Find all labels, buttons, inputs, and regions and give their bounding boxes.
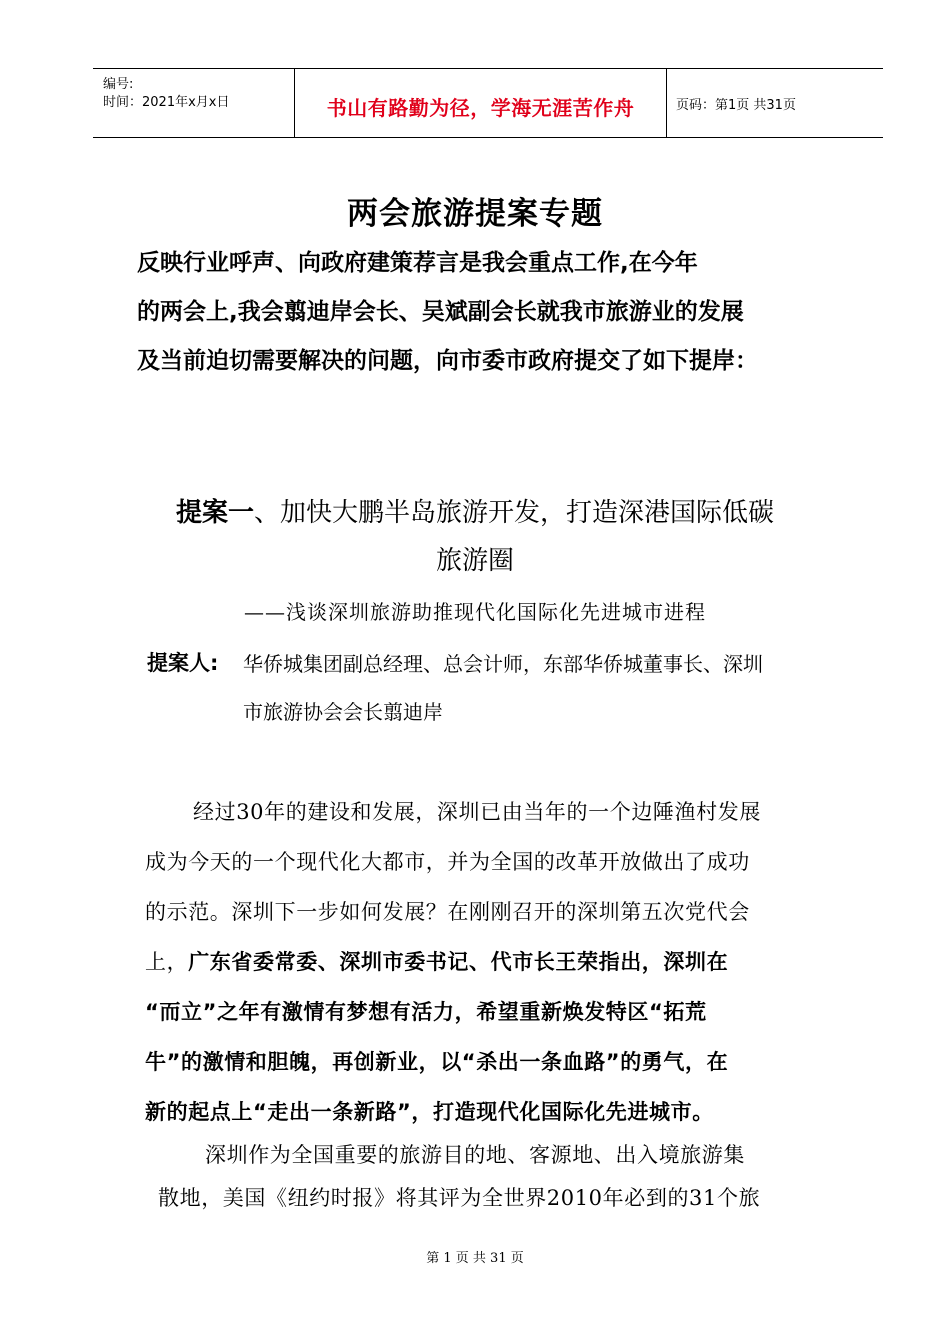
body-line: 深圳作为全国重要的旅游目的地、客源地、出入境旅游集	[205, 1143, 745, 1167]
intro-line-2: 的两会上,我会翦迪岸会长、吴斌副会长就我市旅游业的发展	[137, 299, 744, 325]
time-label: 时间：2021年x月x日	[103, 95, 230, 110]
body-line: 散地，美国《纽约时报》将其评为全世界2010年必到的31个旅	[158, 1186, 761, 1210]
document-title: 两会旅游提案专题	[347, 196, 603, 232]
proposal-subtitle: ——浅谈深圳旅游助推现代化国际化先进城市进程	[244, 600, 706, 624]
body-text: 上，	[145, 950, 189, 974]
proposal-title	[0, 492, 950, 529]
body-bold-line: 新的起点上“走出一条新路”，打造现代化国际化先进城市。	[145, 1100, 714, 1124]
body-bold-text: 广东省委常委、深圳市委书记、代市长王荣指出，深圳在	[188, 950, 729, 974]
page-info: 页码：第1页 共31页	[676, 98, 796, 113]
body-bold-line: “而立”之年有激情有梦想有活力，希望重新焕发特区“拓荒	[145, 1000, 707, 1024]
intro-line-3: 及当前迫切需要解决的问题，向市委市政府提交了如下提岸：	[137, 348, 758, 374]
proposer-line-1: 华侨城集团副总经理、总会计师，东部华侨城董事长、深圳	[243, 652, 763, 676]
body-bold-line: 牛”的激情和胆魄，再创新业，以“杀出一条血路”的勇气，在	[145, 1050, 729, 1074]
body-line: 经过30年的建设和发展，深圳已由当年的一个边陲渔村发展	[193, 800, 761, 824]
document-header	[93, 68, 883, 138]
body-line	[145, 946, 728, 976]
body-line: 成为今天的一个现代化大都市，并为全国的改革开放做出了成功	[145, 850, 750, 874]
intro-line-1: 反映行业呼声、向政府建策荐言是我会重点工作,在今年	[137, 250, 698, 276]
number-label: 编号:	[103, 77, 134, 92]
header-page-cell	[666, 69, 883, 137]
proposal-title-line-2: 旅游圈	[435, 546, 514, 576]
proposal-title-text: 、加快大鹏半岛旅游开发，打造深港国际低碳	[254, 498, 775, 528]
page-footer: 第 1 页 共 31 页	[426, 1251, 524, 1266]
proposer-label: 提案人:	[147, 651, 219, 675]
header-info-cell	[93, 69, 294, 137]
motto-text: 书山有路勤为径，学海无涯苦作舟	[326, 96, 635, 120]
proposer-line-2: 市旅游协会会长翦迪岸	[243, 700, 443, 724]
body-line: 的示范。深圳下一步如何发展？在刚刚召开的深圳第五次党代会	[145, 900, 750, 924]
proposal-label: 提案一	[175, 498, 254, 528]
header-motto-cell	[294, 69, 667, 137]
